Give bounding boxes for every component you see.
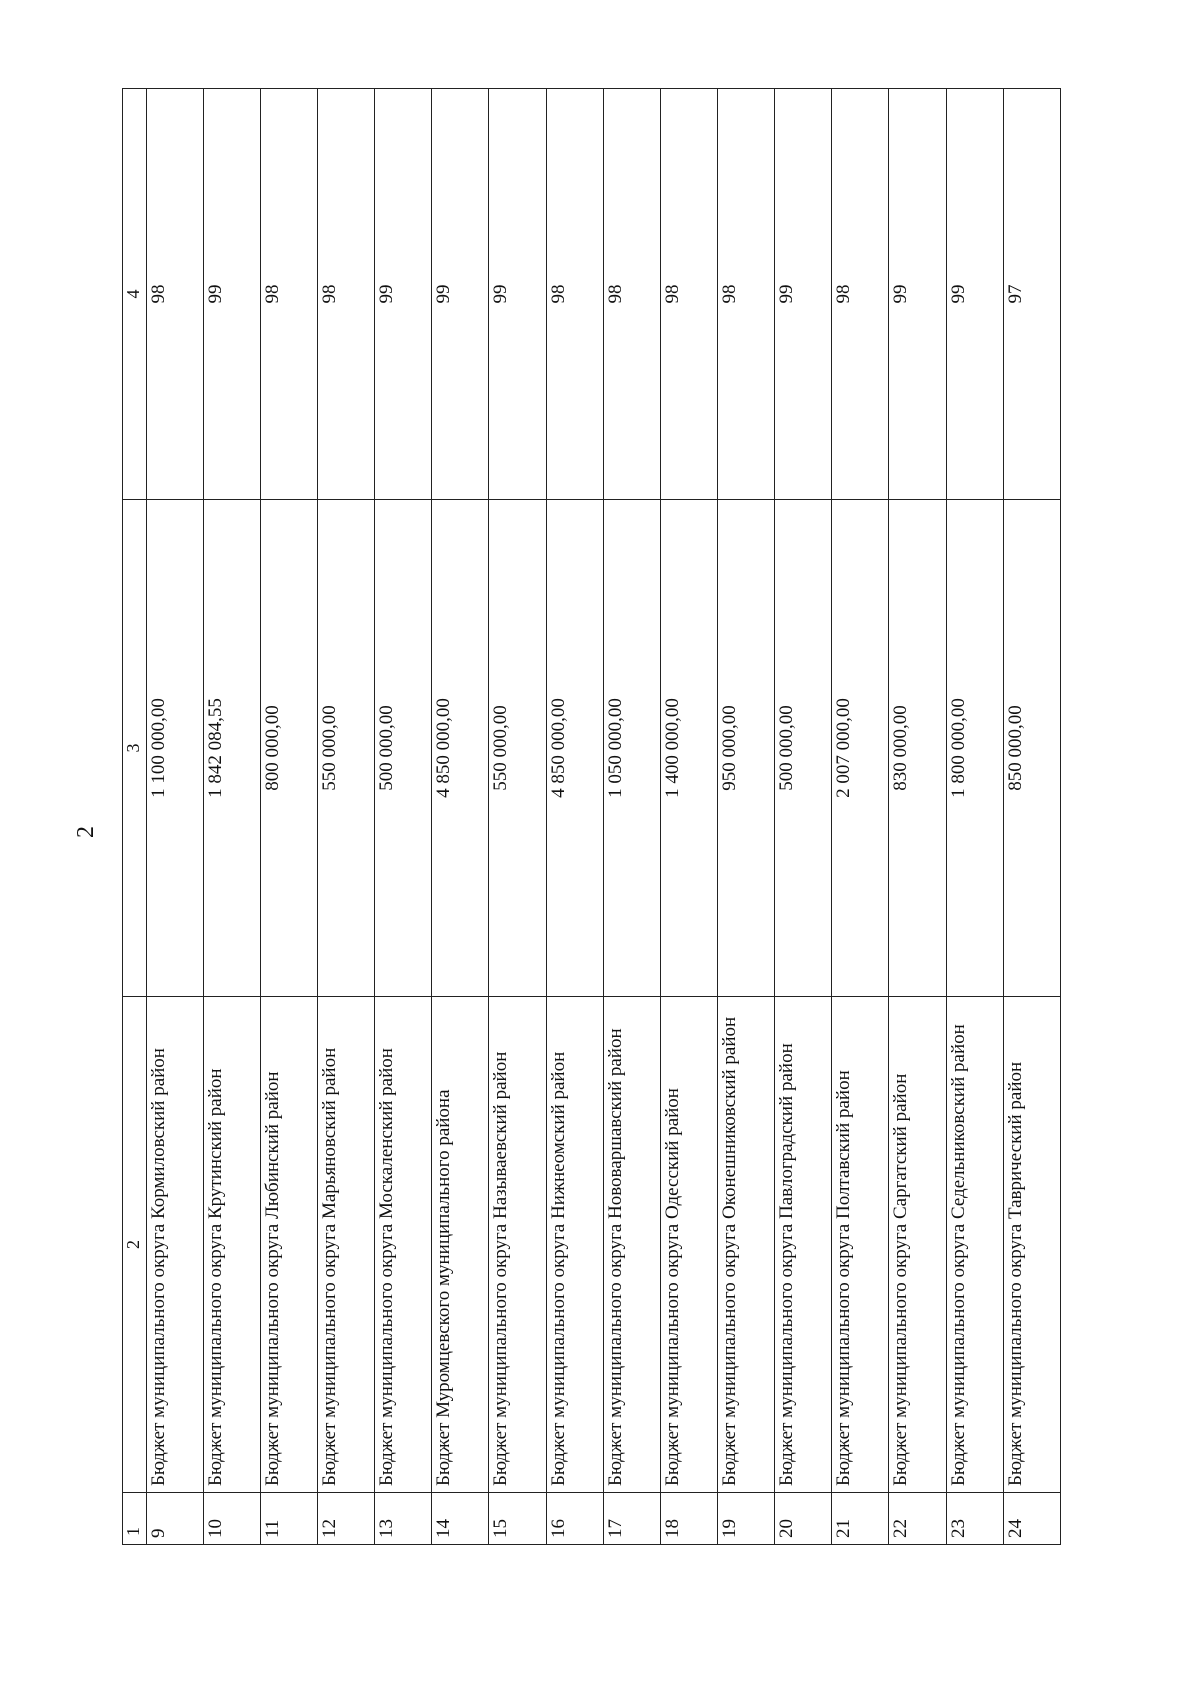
percent-cell: 99 <box>432 89 489 500</box>
row-number-cell: 10 <box>203 1493 260 1545</box>
row-number-cell: 12 <box>317 1493 374 1545</box>
percent-cell: 98 <box>317 89 374 500</box>
percent-cell: 99 <box>946 89 1003 500</box>
table-row <box>717 89 774 1545</box>
table-row <box>203 89 260 1545</box>
row-number-cell: 24 <box>1003 1493 1060 1545</box>
percent-cell: 99 <box>375 89 432 500</box>
amount-cell: 1 400 000,00 <box>660 500 717 997</box>
percent-cell: 98 <box>717 89 774 500</box>
header-cell-4: 4 <box>123 89 147 500</box>
percent-cell: 99 <box>203 89 260 500</box>
budget-name-cell: Бюджет муниципального округа Одесский район <box>660 997 717 1493</box>
budget-name-cell: Бюджет муниципального округа Крутинский район <box>203 997 260 1493</box>
amount-cell: 500 000,00 <box>375 500 432 997</box>
row-number-cell: 15 <box>489 1493 546 1545</box>
row-number-cell: 22 <box>889 1493 946 1545</box>
row-number-cell: 23 <box>946 1493 1003 1545</box>
row-number-cell: 16 <box>546 1493 603 1545</box>
row-number-cell: 17 <box>603 1493 660 1545</box>
table-row <box>317 89 374 1545</box>
budget-name-cell: Бюджет муниципального округа Москаленский район <box>375 997 432 1493</box>
table-row <box>1003 89 1060 1545</box>
row-number-cell: 9 <box>146 1493 203 1545</box>
budget-name-cell: Бюджет муниципального округа Оконешниковский район <box>717 997 774 1493</box>
percent-cell: 98 <box>546 89 603 500</box>
table-row <box>832 89 889 1545</box>
table-row <box>146 89 203 1545</box>
budget-name-cell: Бюджет Муромцевского муниципального района <box>432 997 489 1493</box>
budget-table <box>122 88 1061 1545</box>
amount-cell: 500 000,00 <box>775 500 832 997</box>
budget-name-cell: Бюджет муниципального округа Седельниковский район <box>946 997 1003 1493</box>
amount-cell: 800 000,00 <box>260 500 317 997</box>
percent-cell: 98 <box>146 89 203 500</box>
amount-cell: 550 000,00 <box>489 500 546 997</box>
row-number-cell: 19 <box>717 1493 774 1545</box>
percent-cell: 99 <box>489 89 546 500</box>
row-number-cell: 18 <box>660 1493 717 1545</box>
header-cell-1: 1 <box>123 1493 147 1545</box>
percent-cell: 97 <box>1003 89 1060 500</box>
percent-cell: 99 <box>889 89 946 500</box>
percent-cell: 98 <box>603 89 660 500</box>
amount-cell: 1 800 000,00 <box>946 500 1003 997</box>
budget-name-cell: Бюджет муниципального округа Кормиловский район <box>146 997 203 1493</box>
amount-cell: 830 000,00 <box>889 500 946 997</box>
budget-name-cell: Бюджет муниципального округа Марьяновский район <box>317 997 374 1493</box>
table-row <box>946 89 1003 1545</box>
amount-cell: 850 000,00 <box>1003 500 1060 997</box>
budget-table-rotated <box>122 89 1061 1545</box>
percent-cell: 98 <box>832 89 889 500</box>
budget-name-cell: Бюджет муниципального округа Нововаршавский район <box>603 997 660 1493</box>
table-header-row <box>123 89 147 1545</box>
amount-cell: 4 850 000,00 <box>432 500 489 997</box>
percent-cell: 98 <box>660 89 717 500</box>
header-cell-3: 3 <box>123 500 147 997</box>
percent-cell: 98 <box>260 89 317 500</box>
table-row <box>546 89 603 1545</box>
budget-name-cell: Бюджет муниципального округа Павлоградский район <box>775 997 832 1493</box>
amount-cell: 4 850 000,00 <box>546 500 603 997</box>
amount-cell: 1 842 084,55 <box>203 500 260 997</box>
row-number-cell: 20 <box>775 1493 832 1545</box>
row-number-cell: 11 <box>260 1493 317 1545</box>
page-number: 2 <box>72 826 99 838</box>
amount-cell: 550 000,00 <box>317 500 374 997</box>
row-number-cell: 13 <box>375 1493 432 1545</box>
budget-name-cell: Бюджет муниципального округа Саргатский район <box>889 997 946 1493</box>
table-row <box>660 89 717 1545</box>
table-row <box>260 89 317 1545</box>
table-row <box>432 89 489 1545</box>
table-row <box>603 89 660 1545</box>
budget-name-cell: Бюджет муниципального округа Таврический район <box>1003 997 1060 1493</box>
row-number-cell: 14 <box>432 1493 489 1545</box>
budget-name-cell: Бюджет муниципального округа Полтавский район <box>832 997 889 1493</box>
row-number-cell: 21 <box>832 1493 889 1545</box>
table-row <box>775 89 832 1545</box>
table-row <box>489 89 546 1545</box>
amount-cell: 1 100 000,00 <box>146 500 203 997</box>
amount-cell: 1 050 000,00 <box>603 500 660 997</box>
amount-cell: 950 000,00 <box>717 500 774 997</box>
budget-name-cell: Бюджет муниципального округа Любинский район <box>260 997 317 1493</box>
budget-name-cell: Бюджет муниципального округа Нижнеомский район <box>546 997 603 1493</box>
budget-name-cell: Бюджет муниципального округа Называевский район <box>489 997 546 1493</box>
header-cell-2: 2 <box>123 997 147 1493</box>
table-row <box>889 89 946 1545</box>
percent-cell: 99 <box>775 89 832 500</box>
table-row <box>375 89 432 1545</box>
amount-cell: 2 007 000,00 <box>832 500 889 997</box>
